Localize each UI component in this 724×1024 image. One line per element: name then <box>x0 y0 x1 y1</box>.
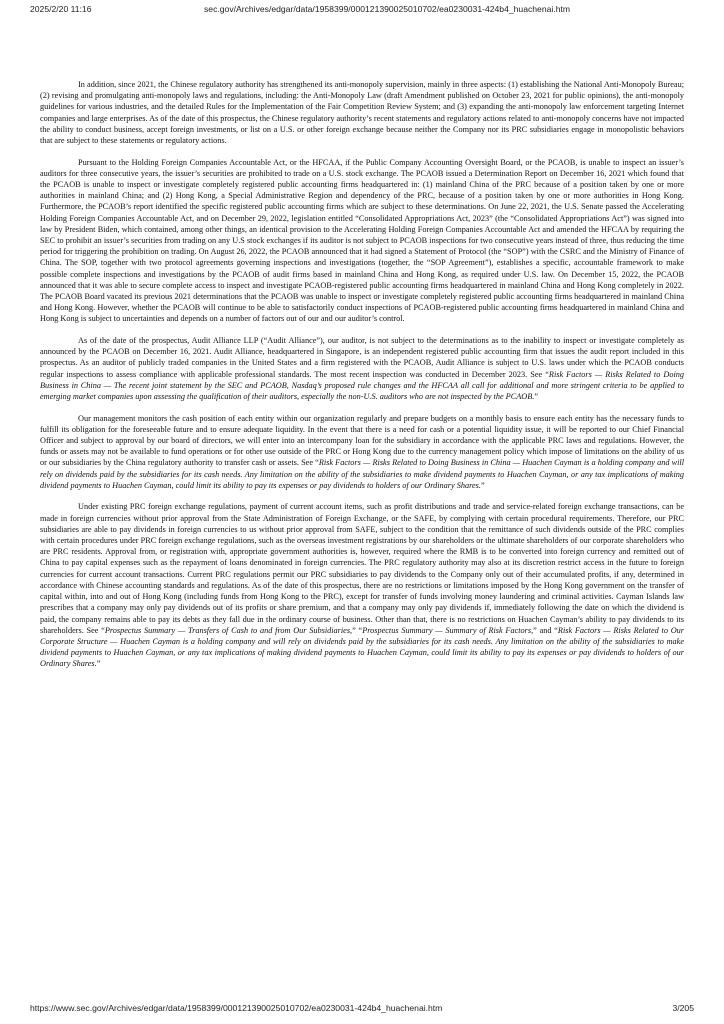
paragraph-cash-management <box>40 413 684 491</box>
reference-separator: ,” and “ <box>531 625 558 635</box>
reference-separator: ,” “ <box>350 625 363 635</box>
document-body <box>40 79 684 680</box>
paragraph-text: Under existing PRC foreign exchange regulations, payment of current account items, such as profit distributions and trade and service-related foreign exchange transactions, can be made in foreign currencies without prior approval from the State Administration of Foreign Exchange, or the SAFE, by complying with certain procedural requirements. Therefore, our PRC subsidiaries are able to pay dividends in foreign currencies to us without prior approval from SAFE, subject to the condition that the remittance of such dividends outside of the PRC complies with certain procedures under PRC foreign exchange regulations, such as the overseas investment registrations by our shareholders or the ultimate shareholders of our corporate shareholders who are PRC residents. Approval from, or registration with, appropriate government authorities is, however, required where the RMB is to be converted into foreign currency and remitted out of China to pay capital expenses such as the repayment of loans denominated in foreign currencies. The PRC regulatory authority may also at its discretion restrict access in the future to foreign currencies for current account transactions. Current PRC regulations permit our PRC subsidiaries to pay dividends to the Company only out of their accumulated profits, if any, determined in accordance with Chinese accounting standards and regulations. As of the date of this prospectus, there are no restrictions or limitations imposed by the Hong Kong government on the transfer of capital within, into and out of Hong Kong (including funds from Hong Kong to the PRC), except for transfer of funds involving money laundering and criminal activities. Cayman Islands law prescribes that a company may only pay dividends out of its profits or share premium, and that a company may only pay dividends if, immediately following the date on which the dividend is paid, the company remains able to pay its debts as they fall due in the ordinary course of business. Other than that, there is no restrictions on Huachen Cayman’s ability to pay dividends to its shareholders. See “ <box>40 502 684 635</box>
print-header <box>0 4 724 18</box>
paragraph-text: Our management monitors the cash position of each entity within our organization regularly and prepare budgets on a monthly basis to ensure each entity has the necessary funds to fulfill its obligation for the foreseeable future and to ensure adequate liquidity. In the event that there is a need for cash or a potential liquidity issue, it will be reported to our Chief Financial Officer and subject to approval by our board of directors, we will enter into an intercompany loan for the subsidiary in accordance with the applicable PRC laws and regulations. However, the funds or assets may not be available to fund operations or for other use outside of the PRC or Hong Kong due to the currency management policy which impose of limitations on the ability of us or our subsidiaries by the China regulatory authority to transfer cash or assets. See “ <box>40 413 684 468</box>
footer-url: https://www.sec.gov/Archives/edgar/data/1958399/000121390025010702/ea0230031-424b4_huachenai.htm <box>30 1003 443 1013</box>
paragraph-text: As of the date of the prospectus, Audit Alliance LLP (“Audit Alliance”), our auditor, is not subject to the determinations as to the inability to inspect or investigate completely as announced by the PCAOB on December 16, 2021. Audit Alliance, headquartered in Singapore, is an independent registered public accounting firm that issues the audit report included in this prospectus. As an auditor of publicly traded companies in the United States and a firm registered with the PCAOB, Audit Alliance is subject to U.S. laws under which the PCAOB conducts regular inspections to assess compliance with applicable professional standards. The most recent inspection was conducted in December 2023. See “ <box>40 336 684 379</box>
paragraph-auditor <box>40 335 684 402</box>
paragraph-anti-monopoly <box>40 79 684 146</box>
header-url: sec.gov/Archives/edgar/data/1958399/000121390025010702/ea0230031-424b4_huachenai.htm <box>204 4 571 14</box>
prospectus-reference-transfers: Prospectus Summary — Transfers of Cash to and from Our Subsidiaries <box>104 625 351 635</box>
risk-factor-reference: Risk Factors — Risks Related to Doing Business in China — Huachen Cayman is a holding company and will rely on dividends paid by the subsidiaries for its cash needs. Any limitation on the ability of the subsidiaries to make dividend payments to Huachen Cayman, or any tax implications of making dividend payments to Huachen Cayman, could limit its ability to pay its expenses or pay dividends to holders of our Ordinary Shares. <box>40 458 684 490</box>
print-footer <box>0 1003 724 1017</box>
paragraph-text: In addition, since 2021, the Chinese regulatory authority has strengthened its anti-monopoly supervision, mainly in three aspects: (1) establishing the National Anti-Monopoly Bureau; (2) revising and promulgating anti-monopoly laws and regulations, including: the Anti-Monopoly Law (draft Amendment published on October 23, 2021 for public opinions), the anti-monopoly guidelines for various industries, and the detailed Rules for the Implementation of the Fair Competition Review System; and (3) expanding the anti-monopoly law enforcement targeting Internet companies and large enterprises. As of the date of this prospectus, the Chinese regulatory authority’s recent statements and regulatory actions related to anti-monopoly concerns have not impacted the ability to conduct business, accept foreign investments, or list on a U.S. or other foreign exchange because neither the Company nor its PRC subsidiaries engage in monopolistic behaviors that are subject to these statements or regulatory actions. <box>40 80 684 146</box>
risk-factor-reference: Risk Factors — Risks Related to Doing Business in China — The recent joint statement by the SEC and PCAOB, Nasdaq’s proposed rule changes and the HFCAA all call for additional and more stringent criteria to be applied to emerging market companies upon assessing the qualification of their auditors, especially the non-U.S. auditors who are not inspected by the PCAOB. <box>40 369 684 402</box>
page-number: 3/205 <box>672 1003 694 1013</box>
paragraph-text: Pursuant to the Holding Foreign Companies Accountable Act, or the HFCAA, if the Public Company Accounting Oversight Board, or the PCAOB, is unable to inspect an issuer’s auditors for three consecutive years, the issuer’s securities are prohibited to trade on a U.S. stock exchange. The PCAOB issued a Determination Report on December 16, 2021 which found that the PCAOB is unable to inspect or investigate completely registered public accounting firms headquartered in: (1) mainland China of the PRC because of a position taken by one or more authorities in mainland China; and (2) Hong Kong, a Special Administrative Region and dependency of the PRC, because of a position taken by one or more authorities in Hong Kong. Furthermore, the PCAOB’s report identified the specific registered public accounting firms which are subject to these determinations. On June 22, 2021, the U.S. Senate passed the Accelerating Holding Foreign Companies Accountable Act, and on December 29, 2022, legislation entitled “Consolidated Appropriations Act, 2023” (the “Consolidated Appropriations Act”) was signed into law by President Biden, which contained, among other things, an identical provision to the Accelerating Holding Foreign Companies Accountable Act and amended the HFCAA by requiring the SEC to prohibit an issuer’s securities from trading on any U.S stock exchanges if its auditor is not subject to PCAOB inspections for two consecutive years instead of three, thus reducing the time period for triggering the prohibition on trading. On August 26, 2022, the PCAOB announced that it had signed a Statement of Protocol (the “SOP”) with the CSRC and the Ministry of Finance of China. The SOP, together with two protocol agreements governing inspections and investigations (together, the “SOP Agreement”), establishes a specific, accountable framework to make possible complete inspections and investigations by the PCAOB of audit firms based in mainland China and Hong Kong, as required under U.S. law. On December 15, 2022, the PCAOB announced that it was able to secure complete access to inspect and investigate PCAOB-registered public accounting firms headquartered in mainland China and Hong Kong completely in 2022. The PCAOB Board vacated its previous 2021 determinations that the PCAOB was unable to inspect or investigate completely registered public accounting firms headquartered in mainland China and Hong Kong. However, whether the PCAOB will continue to be able to satisfactorily conduct inspections of PCAOB-registered public accounting firms headquartered in mainland China and Hong Kong is subject to uncertainties and depends on a number of factors out of our and our auditor’s control. <box>40 157 684 324</box>
prospectus-reference-summary: Prospectus Summary — Summary of Risk Factors <box>362 625 532 635</box>
paragraph-foreign-exchange <box>40 501 684 669</box>
paragraph-hfcaa <box>40 157 684 325</box>
print-datetime: 2025/2/20 11:16 <box>30 4 92 14</box>
closing-quote: ” <box>96 659 101 669</box>
closing-quote: ” <box>480 480 485 490</box>
closing-quote: ” <box>534 392 538 402</box>
risk-factor-reference: Risk Factors — Risks Related to Our Corporate Structure — Huachen Cayman is a holding company and will rely on dividends paid by the subsidiaries for its cash needs. Any limitation on the ability of the subsidiaries to make dividend payments to Huachen Cayman, or any tax implications of making dividend payments to Huachen Cayman, could limit its ability to pay its expenses or pay dividends to holders of our Ordinary Shares. <box>40 625 684 669</box>
